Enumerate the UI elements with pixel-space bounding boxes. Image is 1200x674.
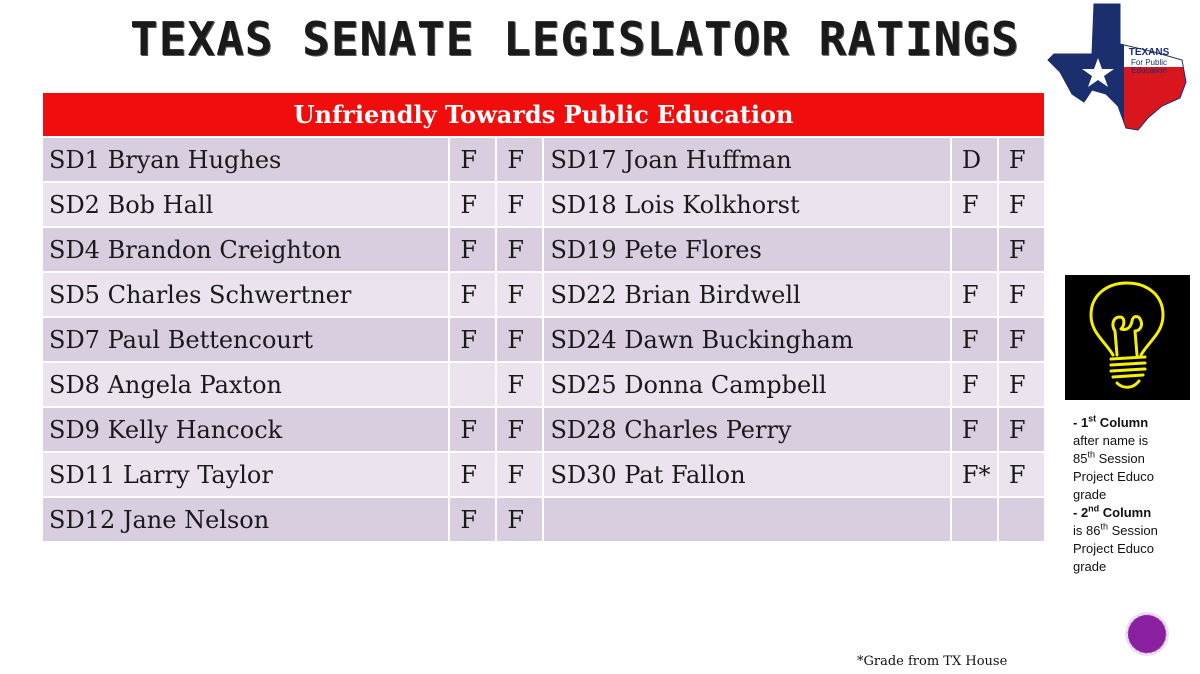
grade-86th: F — [497, 408, 542, 451]
grade-86th — [999, 498, 1044, 541]
grade-85th: F — [952, 363, 997, 406]
legislator-name: SD1 Bryan Hughes — [43, 138, 448, 181]
legend-c1-dash: - 1 — [1073, 415, 1089, 430]
legislator-name: SD24 Dawn Buckingham — [544, 318, 949, 361]
legislator-name: SD11 Larry Taylor — [43, 453, 448, 496]
logo-caption — [1114, 48, 1184, 75]
grade-86th: F — [999, 363, 1044, 406]
legend-c2-label: Column — [1099, 505, 1152, 520]
table-row — [43, 498, 1044, 541]
grade-86th: F — [999, 138, 1044, 181]
legend-c2-line1b: Session — [1107, 523, 1158, 538]
page-title: TEXAS SENATE LEGISLATOR RATINGS — [130, 12, 1020, 66]
legend-c2-sup: nd — [1088, 503, 1100, 514]
grade-86th: F — [999, 453, 1044, 496]
table-row — [43, 408, 1044, 451]
legislator-name: SD2 Bob Hall — [43, 183, 448, 226]
grade-86th: F — [999, 408, 1044, 451]
grade-85th: F* — [952, 453, 997, 496]
grade-86th: F — [497, 273, 542, 316]
legend-c1-num-sup: th — [1087, 449, 1095, 460]
legend-c1-num: 85 — [1073, 451, 1088, 466]
legend-c1-line1: after name is — [1073, 433, 1149, 448]
footnote: *Grade from TX House — [857, 654, 1008, 669]
grade-85th: F — [450, 498, 495, 541]
legislator-name: SD30 Pat Fallon — [544, 453, 949, 496]
legend-first-column — [1073, 414, 1188, 504]
lightbulb-icon — [1065, 275, 1190, 400]
legend-c1-line3: Project Educo — [1073, 469, 1154, 484]
grade-85th: F — [952, 273, 997, 316]
grade-85th: F — [450, 408, 495, 451]
legislator-name: SD9 Kelly Hancock — [43, 408, 448, 451]
logo-line-1: TEXANS — [1128, 47, 1170, 58]
grade-85th: F — [450, 453, 495, 496]
grade-85th: F — [450, 273, 495, 316]
grade-86th: F — [497, 498, 542, 541]
legislator-name: SD7 Paul Bettencourt — [43, 318, 448, 361]
legislator-name: SD5 Charles Schwertner — [43, 273, 448, 316]
table-header-row — [43, 93, 1044, 136]
grade-86th: F — [999, 318, 1044, 361]
legislator-name: SD18 Lois Kolkhorst — [544, 183, 949, 226]
grade-86th: F — [497, 138, 542, 181]
grade-85th — [952, 228, 997, 271]
legend-c1-line4: grade — [1073, 487, 1107, 502]
grade-85th: F — [450, 183, 495, 226]
lightbulb-panel — [1065, 275, 1190, 400]
grade-85th — [450, 363, 495, 406]
legend-c2-line2: Project Educo — [1073, 541, 1154, 556]
grade-85th: D — [952, 138, 997, 181]
grade-86th: F — [497, 183, 542, 226]
table-header: Unfriendly Towards Public Education — [43, 93, 1044, 136]
table-row — [43, 183, 1044, 226]
legislator-name: SD22 Brian Birdwell — [544, 273, 949, 316]
legend-c2-dash: - 2 — [1073, 505, 1089, 520]
legend-c1-session: Session — [1094, 451, 1145, 466]
grade-85th: F — [450, 318, 495, 361]
legislator-name: SD28 Charles Perry — [544, 408, 949, 451]
legislator-name: SD4 Brandon Creighton — [43, 228, 448, 271]
grade-86th: F — [999, 273, 1044, 316]
grade-86th: F — [497, 363, 542, 406]
legend-c2-line1a: is 86 — [1073, 523, 1101, 538]
grade-85th: F — [450, 138, 495, 181]
legend-c2-line3: grade — [1073, 559, 1107, 574]
grade-85th: F — [952, 318, 997, 361]
logo-line-3: Education — [1131, 65, 1167, 75]
grade-86th: F — [497, 228, 542, 271]
legend-c1-label: Column — [1096, 415, 1149, 430]
grade-85th: F — [952, 408, 997, 451]
legislator-name: SD12 Jane Nelson — [43, 498, 448, 541]
legend-second-column — [1073, 504, 1188, 576]
grade-86th: F — [497, 453, 542, 496]
ratings-table — [41, 91, 1046, 543]
grade-86th: F — [999, 183, 1044, 226]
legislator-name: SD25 Donna Campbell — [544, 363, 949, 406]
table-row — [43, 273, 1044, 316]
column-legend — [1073, 414, 1188, 576]
legislator-name — [544, 498, 949, 541]
legislator-name: SD8 Angela Paxton — [43, 363, 448, 406]
legislator-name: SD19 Pete Flores — [544, 228, 949, 271]
grade-85th — [952, 498, 997, 541]
purple-circle-icon — [1124, 611, 1170, 657]
logo-line-2: For Public — [1130, 57, 1167, 67]
table-row — [43, 318, 1044, 361]
grade-86th: F — [497, 318, 542, 361]
grade-85th: F — [450, 228, 495, 271]
grade-85th: F — [952, 183, 997, 226]
legend-c2-line1-sup: th — [1100, 521, 1108, 532]
table-row — [43, 453, 1044, 496]
table-row — [43, 138, 1044, 181]
table-row — [43, 363, 1044, 406]
table-row — [43, 228, 1044, 271]
legend-c1-sup: st — [1088, 413, 1097, 424]
legislator-name: SD17 Joan Huffman — [544, 138, 949, 181]
grade-86th: F — [999, 228, 1044, 271]
